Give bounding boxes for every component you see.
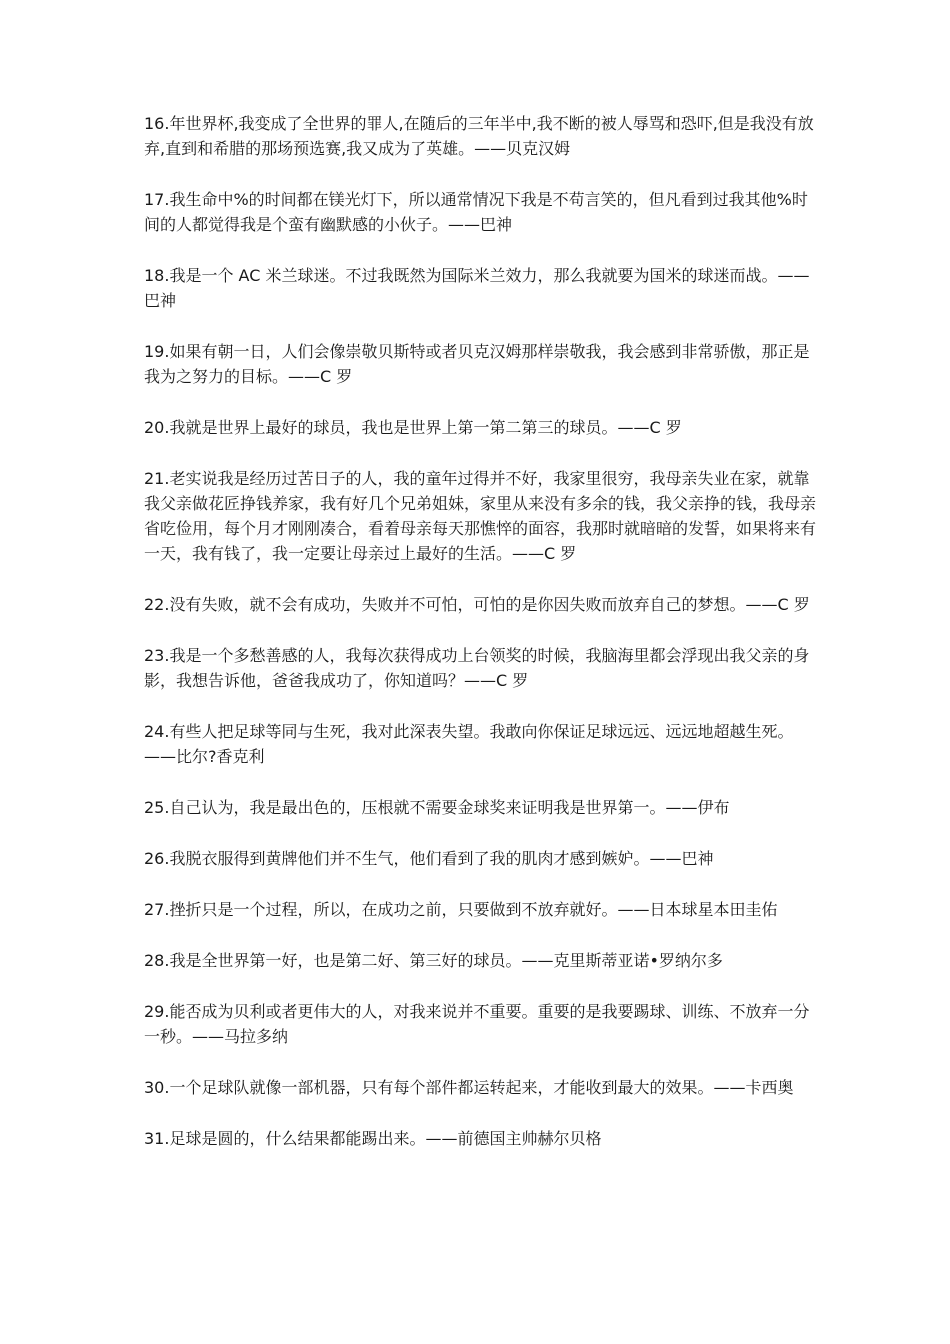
- quote-paragraph: 16.年世界杯,我变成了全世界的罪人,在随后的三年半中,我不断的被人辱骂和恐吓,但是我没有放弃,直到和希腊的那场预选赛,我又成为了英雄。——贝克汉姆: [144, 114, 814, 158]
- quote-paragraph: 25.自己认为，我是最出色的，压根就不需要金球奖来证明我是世界第一。——伊布: [144, 798, 730, 817]
- quote-paragraph: 20.我就是世界上最好的球员，我也是世界上第一第二第三的球员。——C 罗: [144, 418, 682, 437]
- quote-paragraph: 19.如果有朝一日，人们会像崇敬贝斯特或者贝克汉姆那样崇敬我，我会感到非常骄傲，那正是我为之努力的目标。——C 罗: [144, 342, 810, 386]
- quote-paragraph: 21.老实说我是经历过苦日子的人，我的童年过得并不好，我家里很穷，我母亲失业在家，就靠我父亲做花匠挣钱养家，我有好几个兄弟姐妹，家里从来没有多余的钱，我父亲挣的钱，我母亲省吃俭用，每个月才刚刚凑合，看着母亲每天那憔悴的面容，我那时就暗暗的发誓，如果将来有一天，我有钱了，我一定要让母亲过上最好的生活。——C 罗: [144, 469, 817, 563]
- quote-paragraph: 22.没有失败，就不会有成功，失败并不可怕，可怕的是你因失败而放弃自己的梦想。——C 罗: [144, 595, 810, 614]
- quote-paragraph: 23.我是一个多愁善感的人，我每次获得成功上台领奖的时候，我脑海里都会浮现出我父亲的身影，我想告诉他，爸爸我成功了，你知道吗？——C 罗: [144, 646, 810, 690]
- quote-list: [144, 111, 816, 1177]
- quote-paragraph: 31.足球是圆的，什么结果都能踢出来。——前德国主帅赫尔贝格: [144, 1129, 602, 1148]
- quote-paragraph: 27.挫折只是一个过程，所以，在成功之前，只要做到不放弃就好。——日本球星本田圭佑: [144, 900, 778, 919]
- quote-paragraph: 24.有些人把足球等同与生死，我对此深表失望。我敢向你保证足球远远、远远地超越生死。——比尔?香克利: [144, 722, 794, 766]
- quote-paragraph: 26.我脱衣服得到黄牌他们并不生气，他们看到了我的肌肉才感到嫉妒。——巴神: [144, 849, 714, 868]
- quote-paragraph: 28.我是全世界第一好，也是第二好、第三好的球员。——克里斯蒂亚诺•罗纳尔多: [144, 951, 723, 970]
- quote-paragraph: 30.一个足球队就像一部机器，只有每个部件都运转起来，才能收到最大的效果。——卡西奥: [144, 1078, 794, 1097]
- quote-paragraph: 17.我生命中%的时间都在镁光灯下，所以通常情况下我是不苟言笑的，但凡看到过我其他%时间的人都觉得我是个蛮有幽默感的小伙子。——巴神: [144, 190, 808, 234]
- quote-paragraph: 29.能否成为贝利或者更伟大的人，对我来说并不重要。重要的是我要踢球、训练、不放弃一分一秒。——马拉多纳: [144, 1002, 810, 1046]
- quote-paragraph: 18.我是一个 AC 米兰球迷。不过我既然为国际米兰效力，那么我就要为国米的球迷而战。——巴神: [144, 266, 810, 310]
